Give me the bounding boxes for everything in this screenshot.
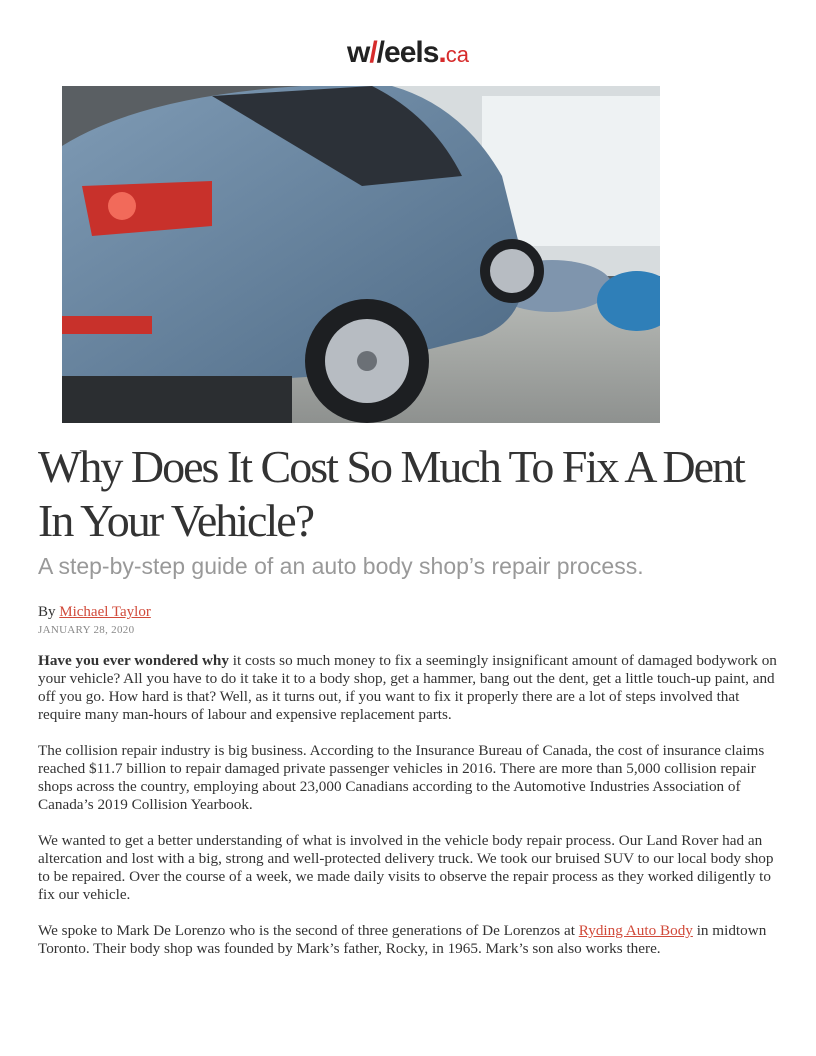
ryding-auto-body-link[interactable]: Ryding Auto Body [578, 922, 693, 939]
article-subtitle: A step-by-step guide of an auto body shop’s repair process. [38, 553, 644, 579]
paragraph-4-text-before: We spoke to Mark De Lorenzo who is the second of three generations of De Lorenzos at [38, 922, 579, 939]
site-logo[interactable] [0, 36, 816, 70]
paragraph-4 [38, 922, 780, 958]
logo-eels: /eels [376, 36, 439, 69]
article-body [38, 652, 780, 976]
paragraph-1 [38, 652, 780, 724]
article-title: Why Does It Cost So Much To Fix A Dent In Your Vehicle? [38, 441, 744, 546]
logo-dot: . [438, 36, 446, 69]
publish-date: JANUARY 28, 2020 [38, 624, 135, 636]
logo-tld: ca [445, 42, 469, 67]
paragraph-2: The collision repair industry is big business. According to the Insurance Bureau of Canada, the cost of insurance claims reached $11.7 billion to repair damaged private passenger vehicles in 2016. There are more than 5,000 collision repair shops across the country, employing about 23,000 Canadians according to the Automotive Industries Association of Canada’s 2019 Collision Yearbook. [38, 742, 765, 813]
author-link[interactable]: Michael Taylor [59, 604, 151, 620]
paragraph-1-lead: Have you ever wondered why [38, 652, 229, 669]
logo-slash: / [369, 36, 377, 69]
paragraph-3: We wanted to get a better understanding of what is involved in the vehicle body repair process. Our Land Rover had an altercation and lost with a big, strong and well-protected delivery truck. We took our bruised SUV to our local body shop to be repaired. Over the course of a week, we made daily visits to observe the repair process as they worked diligently to fix our vehicle. [38, 832, 774, 903]
hero-image [62, 86, 660, 423]
byline [38, 604, 151, 621]
logo-w: w [346, 36, 370, 69]
paragraph-1-text: it costs so much money to fix a seemingly insignificant amount of damaged bodywork on your vehicle? All you have to do it take it to a body shop, get a hammer, bang out the dent, get a little touch-up paint, and off you go. How hard is that? Well, as it turns out, if you want to fix it properly there are a lot of steps involved that require many man-hours of labour and expensive replacement parts. [38, 652, 777, 723]
byline-prefix: By [38, 604, 60, 620]
paragraph-4-text-after: in midtown Toronto. Their body shop was founded by Mark’s father, Rocky, in 1965. Mark’s son also works there. [38, 922, 767, 957]
hero-photo-illustration [62, 86, 660, 423]
